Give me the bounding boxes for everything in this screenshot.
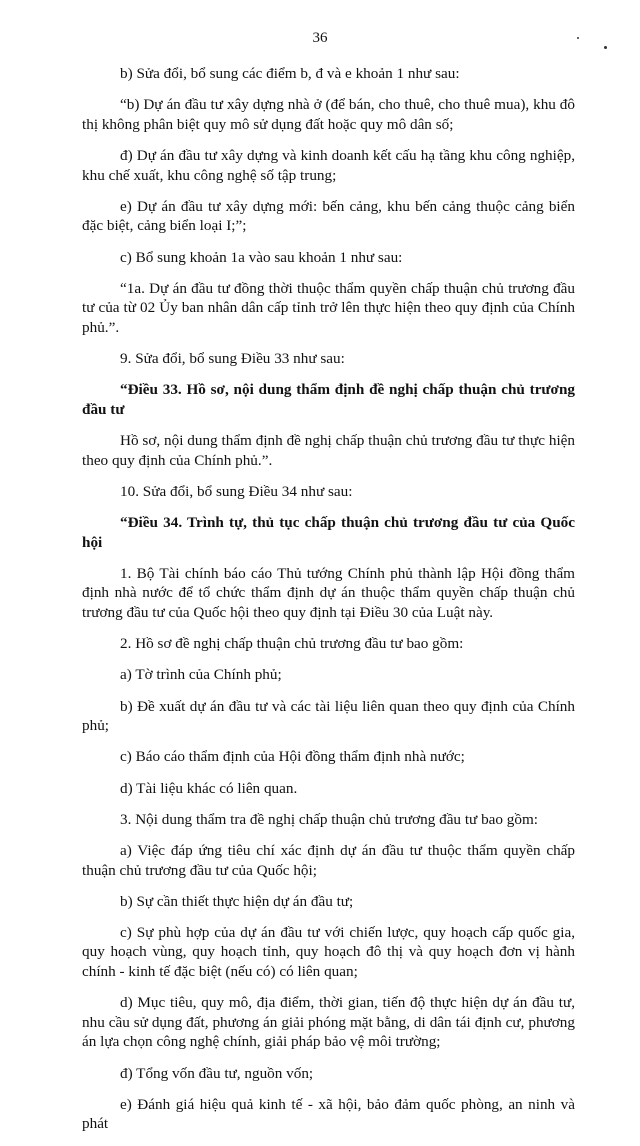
paragraph: đ) Dự án đầu tư xây dựng và kinh doanh kết cấu hạ tầng khu công nghiệp, khu chế xuất, khu công nghệ số tập trung; [82, 146, 575, 184]
paragraph: a) Tờ trình của Chính phủ; [120, 666, 282, 684]
scan-speck [604, 46, 607, 49]
paragraph: 1. Bộ Tài chính báo cáo Thủ tướng Chính phủ thành lập Hội đồng thẩm định nhà nước để tổ chức thẩm định dự án thuộc thẩm quyền chấp thuận chủ trương đầu tư của Quốc hội theo quy định tại Điều 30 của Luật này. [82, 564, 575, 621]
article-heading: “Điều 33. Hồ sơ, nội dung thẩm định đề nghị chấp thuận chủ trương đầu tư [82, 381, 575, 418]
document-body [82, 64, 575, 1146]
scan-speck [577, 37, 579, 39]
paragraph: c) Sự phù hợp của dự án đầu tư với chiến lược, quy hoạch cấp quốc gia, quy hoạch vùng, quy hoạch tỉnh, quy hoạch đô thị và quy hoạch đơn vị hành chính - kinh tế đặc biệt (nếu có) có liên quan; [82, 923, 575, 981]
paragraph: c) Báo cáo thẩm định của Hội đồng thẩm định nhà nước; [120, 748, 465, 766]
article-heading: “Điều 34. Trình tự, thủ tục chấp thuận chủ trương đầu tư của Quốc hội [82, 514, 575, 551]
paragraph: 3. Nội dung thẩm tra đề nghị chấp thuận chủ trương đầu tư bao gồm: [120, 810, 539, 828]
paragraph: 9. Sửa đổi, bổ sung Điều 33 như sau: [120, 350, 345, 368]
paragraph: “b) Dự án đầu tư xây dựng nhà ở (để bán, cho thuê, cho thuê mua), khu đô thị không phân biệt quy mô sử dụng đất hoặc quy mô dân số; [82, 96, 575, 133]
paragraph: đ) Tổng vốn đầu tư, nguồn vốn; [120, 1064, 314, 1082]
paragraph: b) Sự cần thiết thực hiện dự án đầu tư; [120, 892, 354, 910]
page-number: 36 [312, 30, 328, 46]
paragraph: a) Việc đáp ứng tiêu chí xác định dự án đầu tư thuộc thẩm quyền chấp thuận chủ trương đầu tư của Quốc hội; [82, 841, 575, 879]
paragraph: Hồ sơ, nội dung thẩm định đề nghị chấp thuận chủ trương đầu tư thực hiện theo quy định của Chính phủ.”. [82, 432, 575, 469]
paragraph: “1a. Dự án đầu tư đồng thời thuộc thẩm quyền chấp thuận chủ trương đầu tư của từ 02 Ủy ban nhân dân cấp tỉnh trở lên thực hiện theo quy định của Chính phủ.”. [82, 279, 575, 336]
paragraph: 10. Sửa đổi, bổ sung Điều 34 như sau: [120, 482, 353, 500]
paragraph: b) Đề xuất dự án đầu tư và các tài liệu liên quan theo quy định của Chính phủ; [82, 697, 575, 735]
paragraph: b) Sửa đổi, bổ sung các điểm b, đ và e khoản 1 như sau: [120, 65, 460, 82]
paragraph: c) Bổ sung khoản 1a vào sau khoản 1 như sau: [120, 248, 403, 266]
paragraph: d) Tài liệu khác có liên quan. [120, 779, 298, 797]
paragraph: d) Mục tiêu, quy mô, địa điểm, thời gian, tiến độ thực hiện dự án đầu tư, nhu cầu sử dụng đất, phương án giải phóng mặt bằng, di dân tái định cư, phương án lựa chọn công nghệ chính, giải pháp bảo vệ môi trường; [82, 994, 575, 1051]
paragraph: e) Dự án đầu tư xây dựng mới: bến cảng, khu bến cảng thuộc cảng biển đặc biệt, cảng biển loại I;”; [82, 197, 575, 235]
paragraph: e) Đánh giá hiệu quả kinh tế - xã hội, bảo đảm quốc phòng, an ninh và phát [82, 1095, 575, 1133]
paragraph: 2. Hồ sơ đề nghị chấp thuận chủ trương đầu tư bao gồm: [120, 635, 464, 653]
